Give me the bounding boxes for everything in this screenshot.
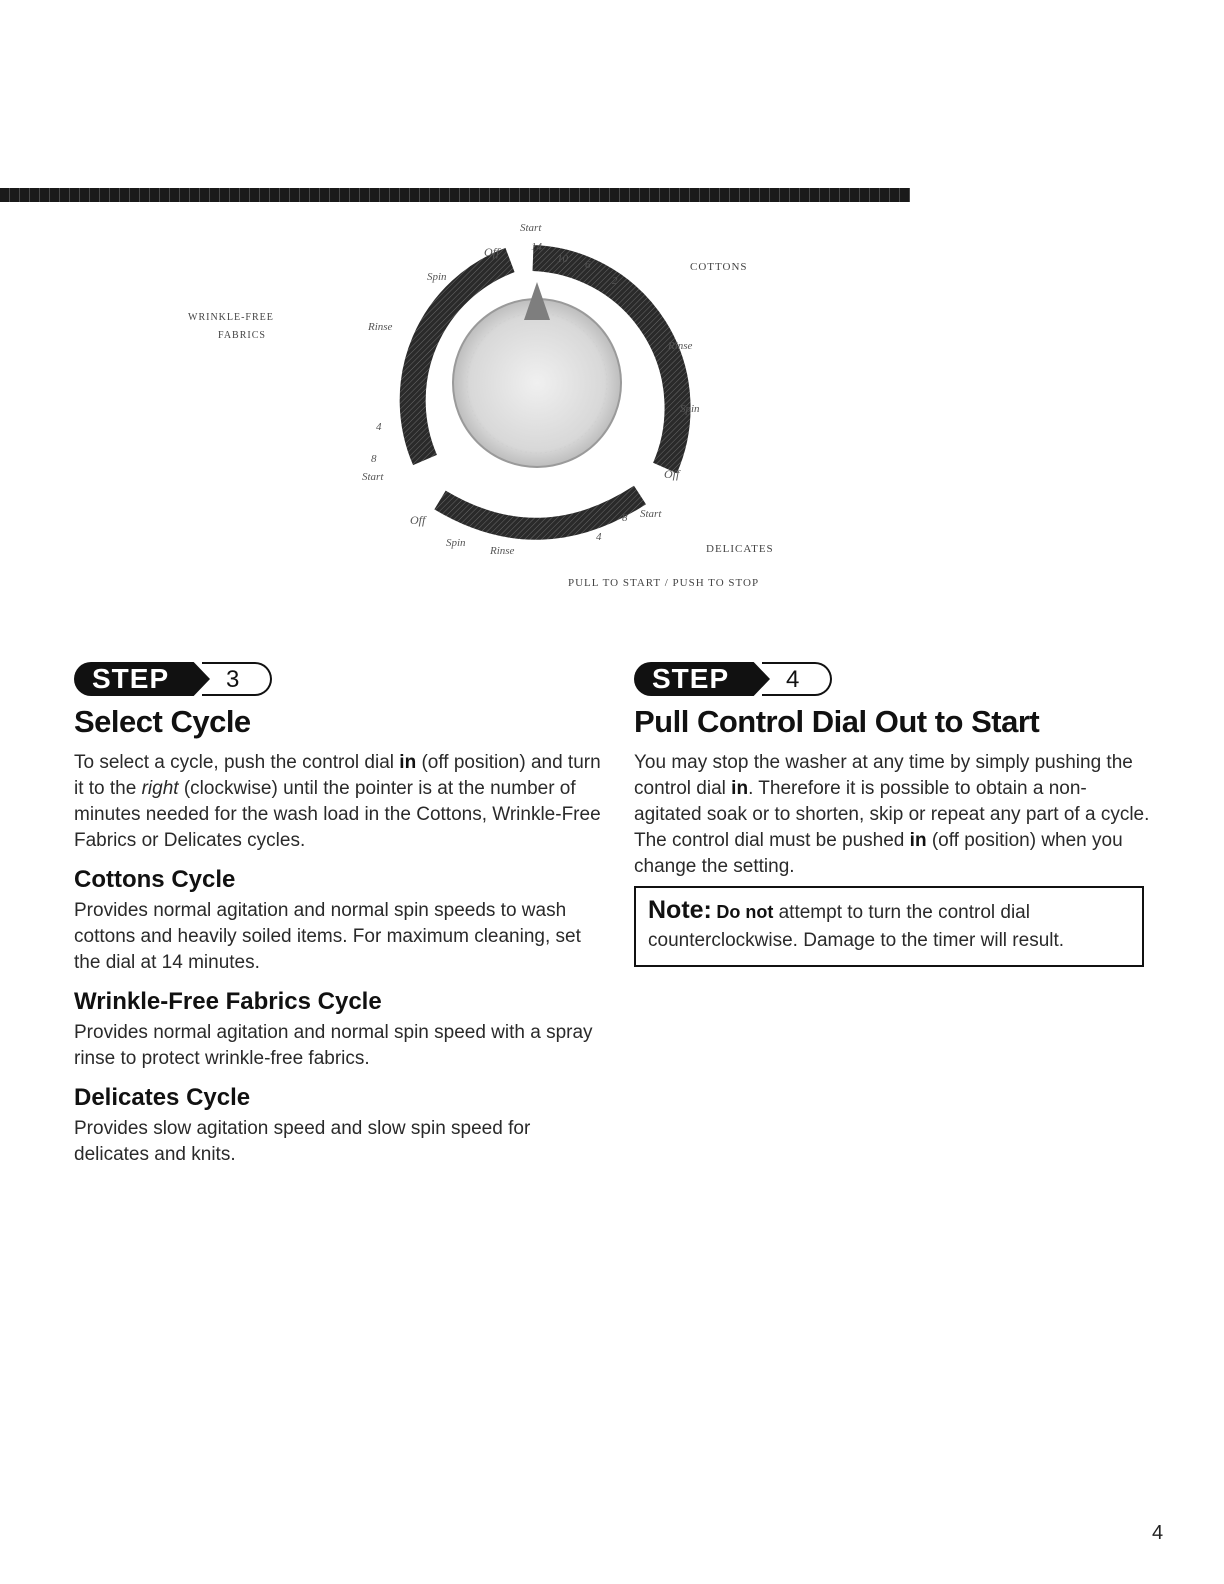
dial-knob[interactable]	[453, 299, 621, 467]
delicates-minute-4: 4	[596, 531, 602, 543]
step-number-frame	[202, 662, 272, 696]
note-text: attempt to turn the control dial counterclockwise. Damage to the timer will result.	[648, 902, 1065, 951]
wrinkle-free-rinse-label: Rinse	[368, 321, 393, 333]
delicates-cycle-text: Provides slow agitation speed and slow spin speed for delicates and knits.	[74, 1118, 531, 1165]
cottons-cycle-text: Provides normal agitation and normal spin speeds to wash cottons and heavily soiled items. For maximum cleaning, set the dial at 14 minutes.	[74, 900, 581, 973]
step-number: 3	[226, 666, 240, 693]
cottons-minute-2: 2	[612, 275, 618, 287]
wrinkle-free-spin-label: Spin	[427, 271, 447, 283]
wrinkle-free-cycle-heading: Wrinkle-Free Fabrics Cycle	[74, 988, 382, 1015]
note-emphasis: Do not	[716, 902, 774, 922]
delicates-arc	[440, 495, 640, 529]
step-number: 4	[786, 666, 800, 693]
cottons-cycle-name: COTTONS	[690, 261, 748, 273]
note-label: Note:	[648, 896, 712, 924]
wrinkle-free-start-label: Start	[362, 471, 384, 483]
step-3-title: Select Cycle	[74, 704, 251, 739]
wrinkle-free-minute-8: 8	[371, 453, 377, 465]
step-3-section	[74, 662, 604, 1168]
step-label: STEP	[92, 663, 170, 694]
page-number: 4	[1152, 1522, 1164, 1544]
step-3-intro: To select a cycle, push the control dial in (off position) and turn it to the right (clockwise) until the pointer is at the number of minutes needed for the wash load in the Cottons, Wrinkle-Free Fabrics or Delicates cycles.	[74, 752, 601, 851]
step-4-badge	[634, 662, 1154, 696]
wrinkle-free-name-line1: WRINKLE-FREE	[188, 312, 274, 323]
cottons-off-label: Off	[664, 467, 680, 481]
wrinkle-free-cycle-text: Provides normal agitation and normal spin speed with a spray rinse to protect wrinkle-free fabrics.	[74, 1022, 593, 1069]
cottons-start-label: Start	[520, 222, 542, 234]
delicates-spin-label: Spin	[446, 537, 466, 549]
cottons-minute-6: 6	[585, 259, 591, 271]
cottons-spin-label: Spin	[680, 403, 700, 415]
delicates-rinse-label: Rinse	[490, 545, 515, 557]
step-4-paragraph: You may stop the washer at any time by simply pushing the control dial in. Therefore it is possible to obtain a non-agitated soak or to shorten, skip or repeat any part of a cycle. The control dial must be pushed in (off position) when you change the setting.	[634, 752, 1150, 877]
step-4-title: Pull Control Dial Out to Start	[634, 704, 1040, 739]
dial-instruction: PULL TO START / PUSH TO STOP	[568, 577, 760, 589]
wrinkle-free-name-line2: FABRICS	[218, 330, 266, 341]
cottons-cycle-heading: Cottons Cycle	[74, 866, 236, 893]
cottons-minute-14: 14	[531, 241, 542, 253]
step-4-section	[634, 662, 1154, 967]
control-dial-diagram	[0, 200, 1224, 620]
delicates-off-label: Off	[410, 513, 426, 527]
cottons-rinse-label: Rinse	[668, 340, 693, 352]
delicates-cycle-heading: Delicates Cycle	[74, 1084, 251, 1111]
wrinkle-free-minute-4: 4	[376, 421, 382, 433]
cottons-minute-10: 10	[557, 253, 568, 265]
delicates-cycle-name: DELICATES	[706, 543, 774, 555]
wrinkle-free-off-label: Off	[484, 245, 500, 259]
step-label: STEP	[652, 663, 730, 694]
delicates-minute-8: 8	[622, 512, 628, 524]
note-box	[634, 886, 1144, 967]
step-3-badge	[74, 662, 604, 696]
delicates-start-label: Start	[640, 508, 662, 520]
step-number-frame	[762, 662, 832, 696]
